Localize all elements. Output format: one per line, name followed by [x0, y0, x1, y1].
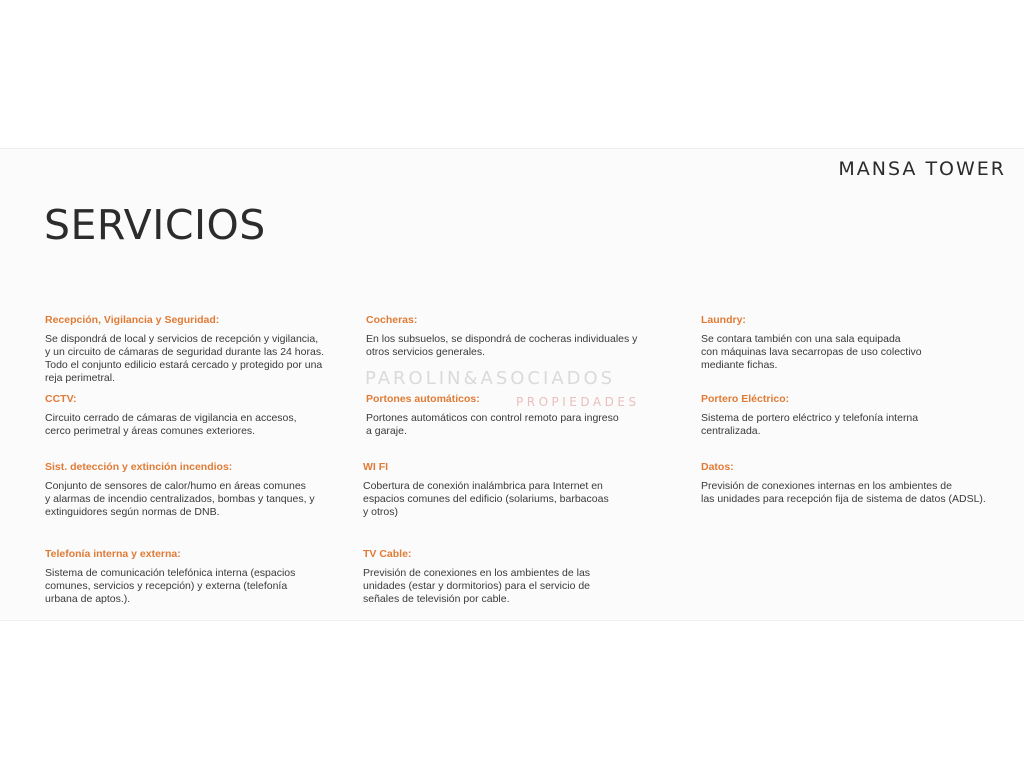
- watermark-subtitle: PROPIEDADES: [516, 395, 640, 409]
- service-incendios: [45, 461, 345, 519]
- service-description: Previsión de conexiones internas en los ambientes de las unidades para recepción fija de sistema de datos (ADSL).: [701, 480, 986, 505]
- service-datos: [701, 461, 1001, 506]
- service-description: Se dispondrá de local y servicios de recepción y vigilancia, y un circuito de cámaras de seguridad durante las 24 horas. Todo el conjunto edilicio estará cercado y protegido por una reja perimetral.: [45, 333, 324, 384]
- service-description: Se contara también con una sala equipada con máquinas lava secarropas de uso colectivo mediante fichas.: [701, 333, 922, 371]
- service-description: Portones automáticos con control remoto para ingreso a garaje.: [366, 412, 619, 437]
- service-title: Sist. detección y extinción incendios:: [45, 461, 233, 473]
- services-panel: [0, 148, 1024, 621]
- service-description: Circuito cerrado de cámaras de vigilancia en accesos, cerco perimetral y áreas comunes exteriores.: [45, 412, 297, 437]
- service-title: Cocheras:: [366, 314, 418, 326]
- service-description: Sistema de comunicación telefónica interna (espacios comunes, servicios y recepción) y externa (telefonía urbana de aptos.).: [45, 567, 296, 605]
- service-title: Datos:: [701, 461, 734, 473]
- service-cctv: [45, 393, 345, 438]
- service-laundry: [701, 314, 1001, 372]
- watermark-company: PAROLIN&ASOCIADOS: [365, 368, 616, 389]
- service-cocheras: [366, 314, 666, 359]
- service-tv-cable: [363, 548, 663, 606]
- service-title: WI FI: [363, 461, 389, 473]
- service-title: Portones automáticos:: [366, 393, 480, 405]
- service-title: Telefonía interna y externa:: [45, 548, 181, 560]
- service-description: Conjunto de sensores de calor/humo en áreas comunes y alarmas de incendio centralizados, bombas y tanques, y extinguidores según normas de DNB.: [45, 480, 315, 518]
- service-description: Sistema de portero eléctrico y telefonía interna centralizada.: [701, 412, 919, 437]
- brand-name: MANSA TOWER: [838, 158, 1006, 180]
- service-title: Portero Eléctrico:: [701, 393, 790, 405]
- service-recepcion: [45, 314, 345, 385]
- service-title: Laundry:: [701, 314, 746, 326]
- service-title: Recepción, Vigilancia y Seguridad:: [45, 314, 220, 326]
- service-title: TV Cable:: [363, 548, 412, 560]
- page-title: SERVICIOS: [44, 201, 266, 249]
- service-wifi: [363, 461, 663, 519]
- service-title: CCTV:: [45, 393, 77, 405]
- service-description: Previsión de conexiones en los ambientes de las unidades (estar y dormitorios) para el servicio de señales de televisión por cable.: [363, 567, 591, 605]
- service-description: En los subsuelos, se dispondrá de cocheras individuales y otros servicios generales.: [366, 333, 638, 358]
- service-description: Cobertura de conexión inalámbrica para Internet en espacios comunes del edificio (solariums, barbacoas y otros): [363, 480, 609, 518]
- service-portero: [701, 393, 1001, 438]
- service-telefonia: [45, 548, 345, 606]
